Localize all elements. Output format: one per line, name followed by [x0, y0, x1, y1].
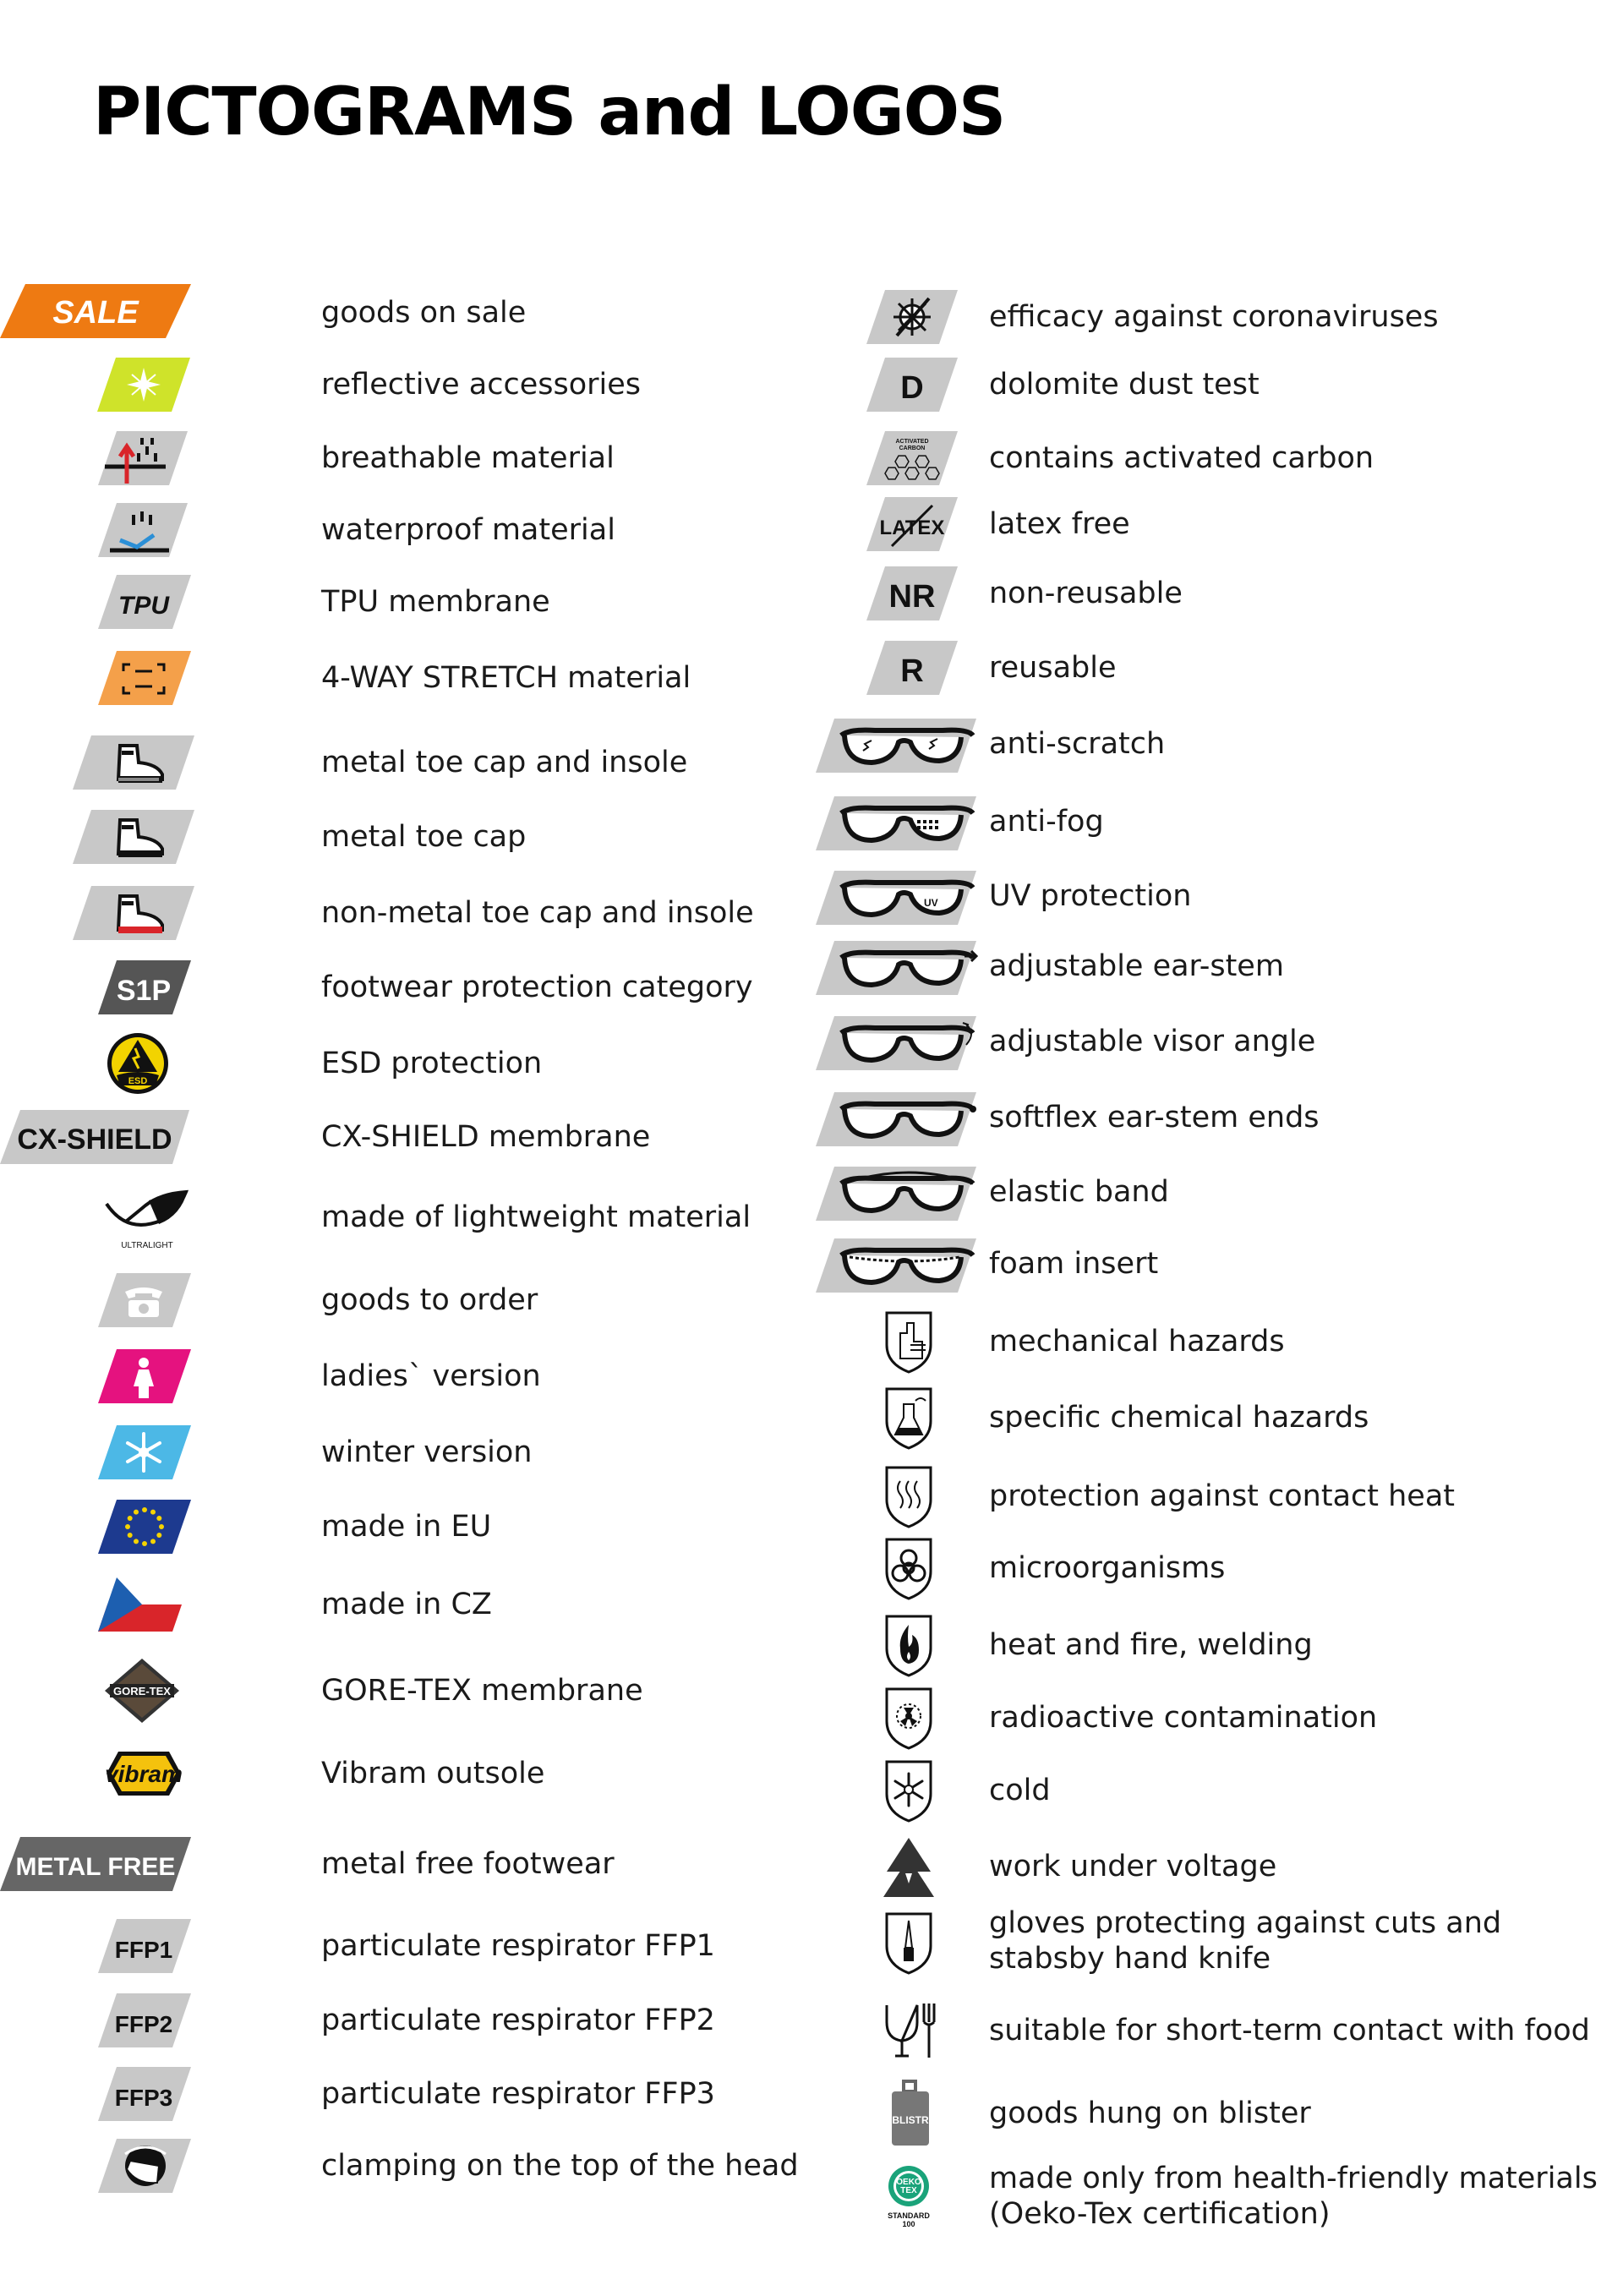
pictogram-label: winter version [321, 1435, 533, 1469]
svg-text:S1P: S1P [116, 975, 172, 1007]
svg-text:D: D [900, 370, 924, 406]
pictogram-label: goods on sale [321, 296, 527, 330]
svg-text:METAL FREE: METAL FREE [15, 1853, 176, 1881]
pictogram-label: made only from health-friendly materials (Oeko-Tex certification) [989, 2162, 1598, 2231]
page-title: PICTOGRAMS and LOGOS [93, 74, 1006, 150]
right-pictogram-row [0, 2080, 1311, 2147]
svg-text:BLISTR: BLISTR [892, 2114, 929, 2126]
pictogram-label: heat and fire, welding [989, 1628, 1313, 1662]
pictogram-label: GORE-TEX membrane [321, 1674, 643, 1708]
pictogram-label: dolomite dust test [989, 368, 1260, 402]
pictogram-label: ladies` version [321, 1359, 541, 1393]
right-pictogram-row [0, 1833, 1277, 1900]
pictogram-label: CX-SHIELD membrane [321, 1120, 651, 1154]
pictogram-label: reflective accessories [321, 368, 642, 402]
pictogram-label: suitable for short-term contact with food [989, 2014, 1590, 2047]
right-pictogram-row [0, 710, 1166, 778]
pictogram-label: microorganisms [989, 1551, 1226, 1585]
pictogram-label: gloves protecting against cuts and stabsby hand knife [989, 1906, 1502, 1976]
right-pictogram-row [0, 2162, 1598, 2232]
pictogram-label: particulate respirator FFP3 [321, 2077, 715, 2111]
right-pictogram-row [0, 1684, 1378, 1752]
right-pictogram-row [0, 1611, 1313, 1679]
svg-text:SALE: SALE [52, 295, 139, 331]
pictogram-label: made in EU [321, 1510, 492, 1544]
pictogram-label: breathable material [321, 441, 615, 475]
pictogram-label: anti-scratch [989, 727, 1166, 761]
svg-text:ULTRALIGHT: ULTRALIGHT [121, 1241, 173, 1250]
pictogram-label: made in CZ [321, 1588, 492, 1621]
pictogram-label: particulate respirator FFP1 [321, 1929, 715, 1963]
svg-text:LATEX: LATEX [879, 517, 945, 539]
right-pictogram-row [0, 1757, 1051, 1824]
pictogram-label: TPU membrane [321, 585, 550, 619]
svg-text:TEX: TEX [900, 2186, 917, 2195]
svg-text:FFP3: FFP3 [114, 2085, 173, 2111]
svg-text:OEKO: OEKO [896, 2178, 921, 2187]
pictogram-label: reusable [989, 651, 1117, 685]
pictogram-label: specific chemical hazards [989, 1401, 1369, 1435]
pictogram-label: work under voltage [989, 1850, 1277, 1883]
right-pictogram-row [0, 560, 1183, 627]
pictogram-label: Vibram outsole [321, 1757, 545, 1790]
right-pictogram-row [0, 283, 1439, 351]
svg-text:R: R [900, 653, 924, 689]
pictogram-label: metal free footwear [321, 1847, 615, 1881]
right-pictogram-row [0, 634, 1117, 702]
pictogram-label: non-metal toe cap and insole [321, 896, 754, 930]
right-pictogram-row [0, 1997, 1590, 2064]
svg-text:GORE-TEX: GORE-TEX [113, 1685, 171, 1697]
pictogram-label: ESD protection [321, 1047, 543, 1080]
right-pictogram-row [0, 862, 1192, 930]
svg-text:FFP1: FFP1 [114, 1937, 173, 1963]
right-pictogram-row [0, 1084, 1320, 1151]
svg-text:vibram: vibram [105, 1761, 183, 1787]
pictogram-label: goods to order [321, 1283, 538, 1317]
pictogram-label: adjustable ear-stem [989, 949, 1284, 983]
svg-text:TPU: TPU [118, 592, 169, 620]
svg-text:ESD: ESD [128, 1076, 148, 1086]
pictogram-label: UV protection [989, 879, 1192, 913]
pictogram-label: waterproof material [321, 513, 615, 547]
pictogram-label: particulate respirator FFP2 [321, 2004, 715, 2037]
pictogram-label: protection against contact heat [989, 1479, 1456, 1513]
right-pictogram-row [0, 1906, 1502, 1976]
svg-text:NR: NR [888, 579, 936, 615]
svg-text:CARBON: CARBON [899, 446, 926, 451]
pictogram-label: non-reusable [989, 577, 1183, 610]
pictogram-label: foam insert [989, 1247, 1159, 1281]
right-pictogram-row [0, 1008, 1316, 1075]
pictogram-label: 4-WAY STRETCH material [321, 661, 691, 695]
svg-text:100: 100 [902, 2220, 915, 2228]
pictogram-label: goods hung on blister [989, 2096, 1311, 2130]
right-pictogram-row [0, 490, 1130, 558]
right-pictogram-row [0, 1534, 1226, 1602]
svg-text:UV: UV [924, 897, 938, 909]
right-pictogram-row [0, 424, 1374, 492]
pictogram-label: efficacy against coronaviruses [989, 300, 1439, 334]
pictogram-label: radioactive contamination [989, 1701, 1378, 1735]
right-pictogram-row [0, 1384, 1369, 1451]
pictogram-label: clamping on the top of the head [321, 2149, 799, 2183]
pictogram-label: cold [989, 1774, 1051, 1807]
pictogram-label: metal toe cap [321, 820, 527, 854]
pictogram-label: metal toe cap and insole [321, 746, 688, 779]
svg-text:CX-SHIELD: CX-SHIELD [17, 1123, 172, 1156]
pictogram-label: elastic band [989, 1175, 1169, 1209]
pictogram-label: footwear protection category [321, 970, 753, 1004]
svg-text:FFP2: FFP2 [114, 2011, 173, 2037]
pictogram-label: made of lightweight material [321, 1200, 751, 1234]
right-pictogram-row [0, 1158, 1169, 1226]
pictogram-label: anti-fog [989, 805, 1104, 839]
right-pictogram-row [0, 1230, 1159, 1298]
pictogram-label: softflex ear-stem ends [989, 1101, 1320, 1134]
pictogram-label: mechanical hazards [989, 1325, 1285, 1358]
right-pictogram-row [0, 1308, 1285, 1375]
svg-text:ACTIVATED: ACTIVATED [895, 439, 929, 445]
svg-text:STANDARD: STANDARD [888, 2211, 930, 2220]
right-pictogram-row [0, 351, 1260, 418]
pictogram-label: contains activated carbon [989, 441, 1374, 475]
pictogram-label: adjustable visor angle [989, 1025, 1316, 1058]
right-pictogram-row [0, 1462, 1456, 1530]
right-pictogram-row [0, 788, 1104, 856]
right-pictogram-row [0, 932, 1284, 1000]
pictogram-label: latex free [989, 507, 1130, 541]
